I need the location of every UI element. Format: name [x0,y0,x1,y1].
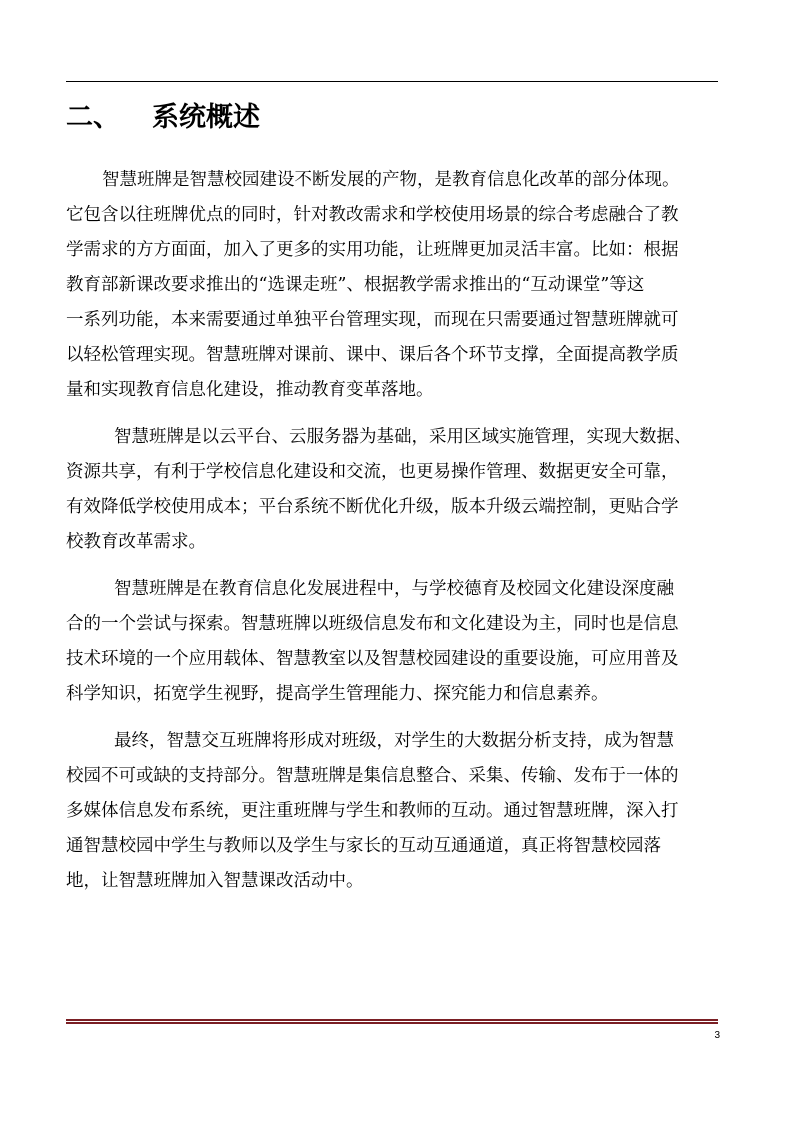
text-line: 智慧班牌是智慧校园建设不断发展的产物，是教育信息化改革的部分体现。 [102,170,680,190]
text-line: 校教育改革需求。 [66,532,206,552]
paragraph-2 [66,420,718,560]
text-line: 智慧班牌是以云平台、云服务器为基础，采用区域实施管理，实现大数据、 [114,427,692,447]
body-text [66,163,718,899]
header-rule [66,81,718,82]
section-title: 系统概述 [152,102,260,133]
text-line: 技术环境的一个应用载体、智慧教室以及智慧校园建设的重要设施，可应用普及 [66,649,679,669]
page-number: 3 [714,1030,720,1041]
paragraph-3 [66,572,718,712]
text-line: 量和实现教育信息化建设，推动教育变革落地。 [66,380,434,400]
text-line: 智慧班牌是在教育信息化发展进程中，与学校德育及校园文化建设深度融 [114,579,674,599]
text-line: 以轻松管理实现。智慧班牌对课前、课中、课后各个环节支撑，全面提高教学质 [66,345,679,365]
paragraph-1 [66,163,718,408]
text-line: 科学知识，拓宽学生视野，提高学生管理能力、探究能力和信息素养。 [66,684,609,704]
text-line: 合的一个尝试与探索。智慧班牌以班级信息发布和文化建设为主，同时也是信息 [66,614,679,634]
text-line: 一系列功能，本来需要通过单独平台管理实现，而现在只需要通过智慧班牌就可 [66,310,679,330]
text-line: 校园不可或缺的支持部分。智慧班牌是集信息整合、采集、传输、发布于一体的 [66,766,679,786]
text-line: 资源共享，有利于学校信息化建设和交流，也更易操作管理、数据更安全可靠， [66,462,679,482]
text-line: 学需求的方方面面，加入了更多的实用功能，让班牌更加灵活丰富。比如：根据 [66,240,679,260]
text-line: 通智慧校园中学生与教师以及学生与家长的互动互通通道，真正将智慧校园落 [66,836,661,856]
footer-rule [66,1019,718,1024]
text-line: 地，让智慧班牌加入智慧课改活动中。 [66,871,364,891]
section-number: 二、 [66,102,120,133]
paragraph-4 [66,724,718,899]
text-line: 它包含以往班牌优点的同时，针对教改需求和学校使用场景的综合考虑融合了教 [66,205,679,225]
text-line: 有效降低学校使用成本；平台系统不断优化升级，版本升级云端控制，更贴合学 [66,497,679,517]
text-line: 教育部新课改要求推出的“选课走班”、根据教学需求推出的“互动课堂”等这 [66,275,645,295]
text-line: 多媒体信息发布系统，更注重班牌与学生和教师的互动。通过智慧班牌，深入打 [66,801,679,821]
text-line: 最终，智慧交互班牌将形成对班级，对学生的大数据分析支持，成为智慧 [114,731,674,751]
